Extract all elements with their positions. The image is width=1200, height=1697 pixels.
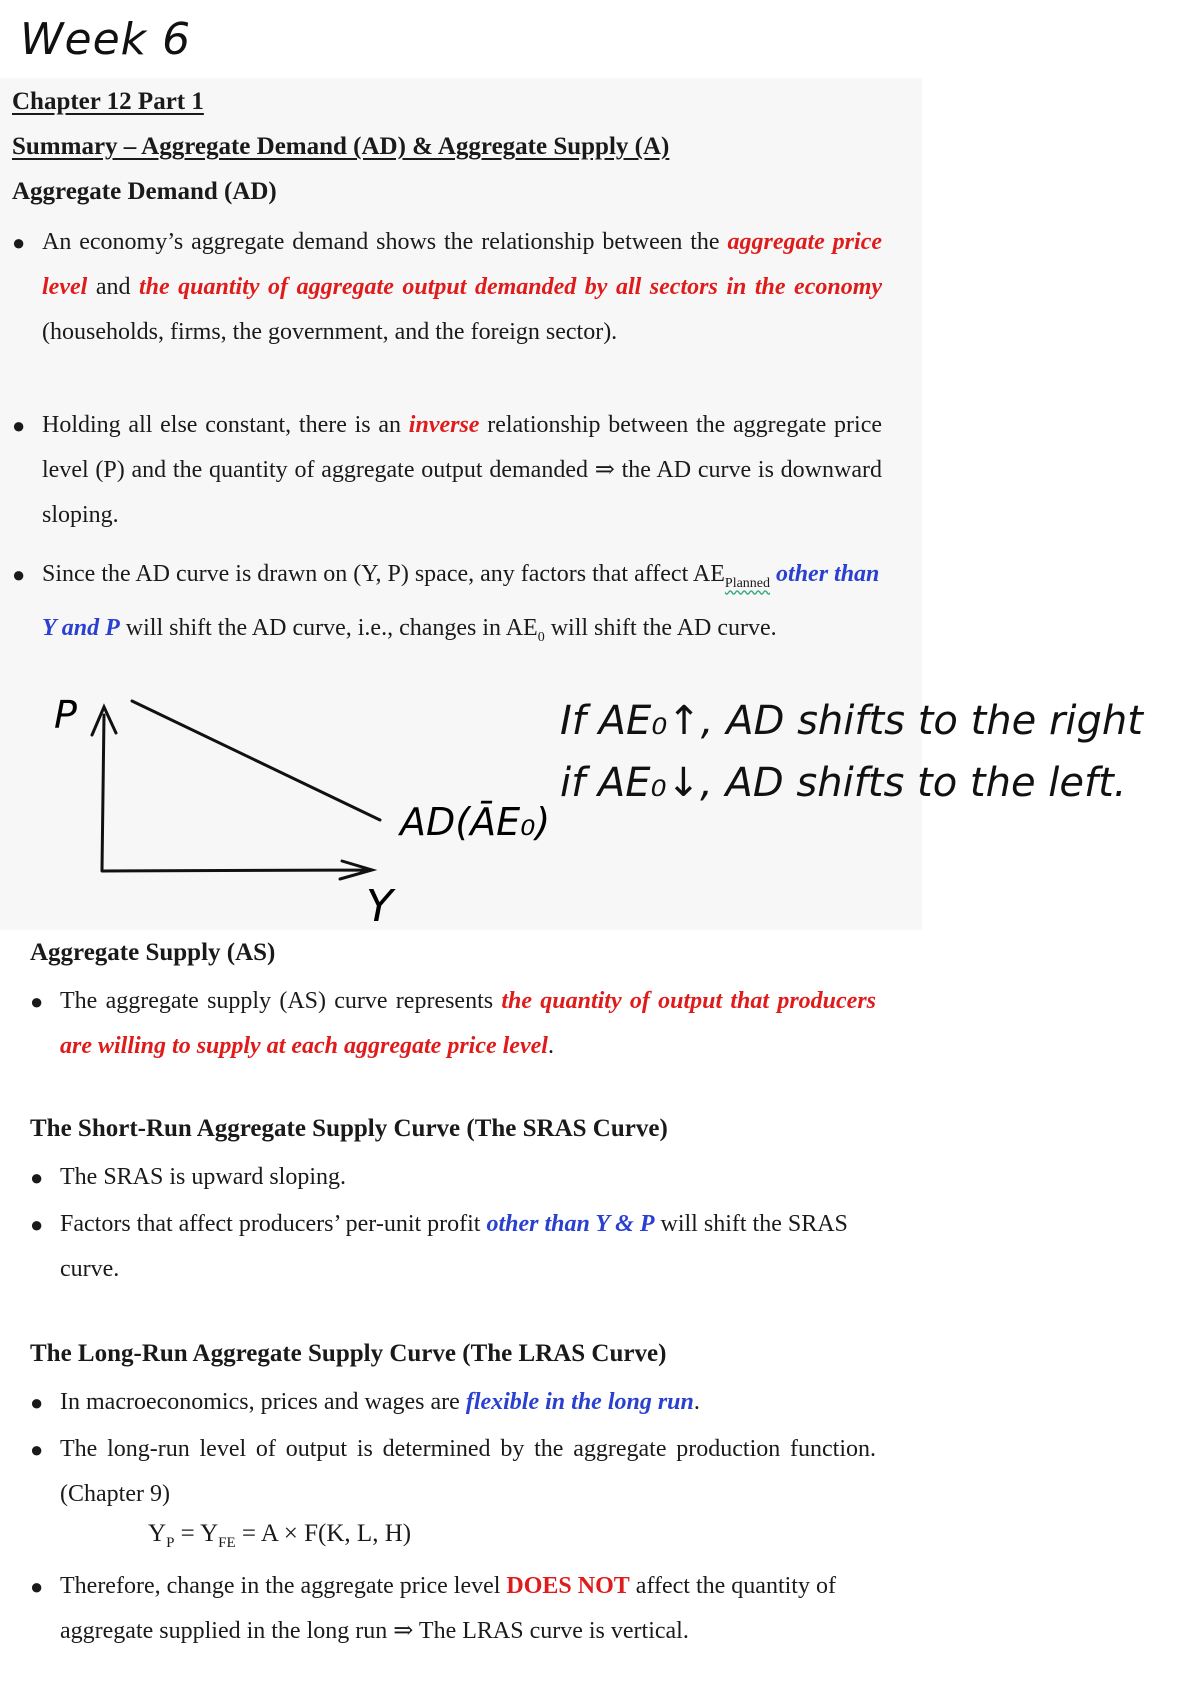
- axis-x-label: Y: [366, 881, 393, 925]
- lras-bullet-1: ● In macroeconomics, prices and wages are flexible in the long run.: [60, 1380, 876, 1425]
- ad-bullet-1: ● An economy’s aggregate demand shows the relationship between the aggregate price level and the quantity of aggregate output demanded by all sectors in the economy (households, firms, the government, and the foreign sector).: [42, 220, 882, 355]
- handwritten-note-2: if AE₀↓, AD shifts to the left.: [560, 760, 1127, 806]
- production-function-formula: $Y_P = Y_{FE} = A \times F(K$, L, H): [148, 1520, 412, 1551]
- bullet-icon: ●: [12, 413, 26, 438]
- sras-bullet-2: ● Factors that affect producers’ per-unit profit other than Y & P will shift the SRAS curve.: [60, 1202, 876, 1292]
- bullet-icon: ●: [30, 1165, 44, 1190]
- lras-bullet-3: ● Therefore, change in the aggregate price level DOES NOT affect the quantity of aggregate supplied in the long run ⇒ The LRAS curve is vertical.: [60, 1564, 876, 1654]
- sras-heading: The Short-Run Aggregate Supply Curve (The SRAS Curve): [30, 1115, 668, 1142]
- bullet-icon: ●: [12, 230, 26, 255]
- bullet-icon: ●: [30, 1212, 44, 1237]
- axis-y-label: P: [54, 693, 77, 737]
- x-axis: [102, 861, 372, 879]
- sras-bullet-1: ● The SRAS is upward sloping.: [60, 1155, 876, 1200]
- ad-bullet-3: ● Since the AD curve is drawn on (Y, P) space, any factors that affect $AE_{Planned}$ other than Y and P will shift the AD curve, i.e., changes in $AE_0$ will shift the AD curve.: [42, 552, 882, 660]
- lras-bullet-2: ● The long-run level of output is determined by the aggregate production function. (Chapter 9): [60, 1427, 876, 1517]
- summary-title: Summary – Aggregate Demand (AD) & Aggregate Supply (A): [12, 133, 670, 160]
- bullet-icon: ●: [30, 1390, 44, 1415]
- bullet-icon: ●: [30, 989, 44, 1014]
- y-axis: [92, 707, 116, 870]
- bullet-icon: ●: [30, 1574, 44, 1599]
- bullet-icon: ●: [30, 1437, 44, 1462]
- ad-bullet-2: ● Holding all else constant, there is an inverse relationship between the aggregate price level (P) and the quantity of aggregate output demanded ⇒ the AD curve is downward sloping.: [42, 403, 882, 538]
- ad-diagram: [40, 685, 560, 925]
- week-title: Week 6: [20, 14, 192, 65]
- lras-heading: The Long-Run Aggregate Supply Curve (The LRAS Curve): [30, 1340, 667, 1367]
- as-heading: Aggregate Supply (AS): [30, 939, 276, 966]
- ad-curve: [132, 701, 380, 820]
- as-bullet-1: ● The aggregate supply (AS) curve represents the quantity of output that producers are willing to supply at each aggregate price level.: [60, 979, 876, 1069]
- chapter-title: Chapter 12 Part 1: [12, 88, 204, 115]
- handwritten-note: [560, 690, 1143, 814]
- bullet-icon: ●: [12, 562, 26, 587]
- ad-heading: Aggregate Demand (AD): [12, 178, 277, 205]
- ad-curve-label: AD(ĀE₀): [400, 800, 551, 844]
- handwritten-note-1: If AE₀↑, AD shifts to the right: [560, 698, 1143, 744]
